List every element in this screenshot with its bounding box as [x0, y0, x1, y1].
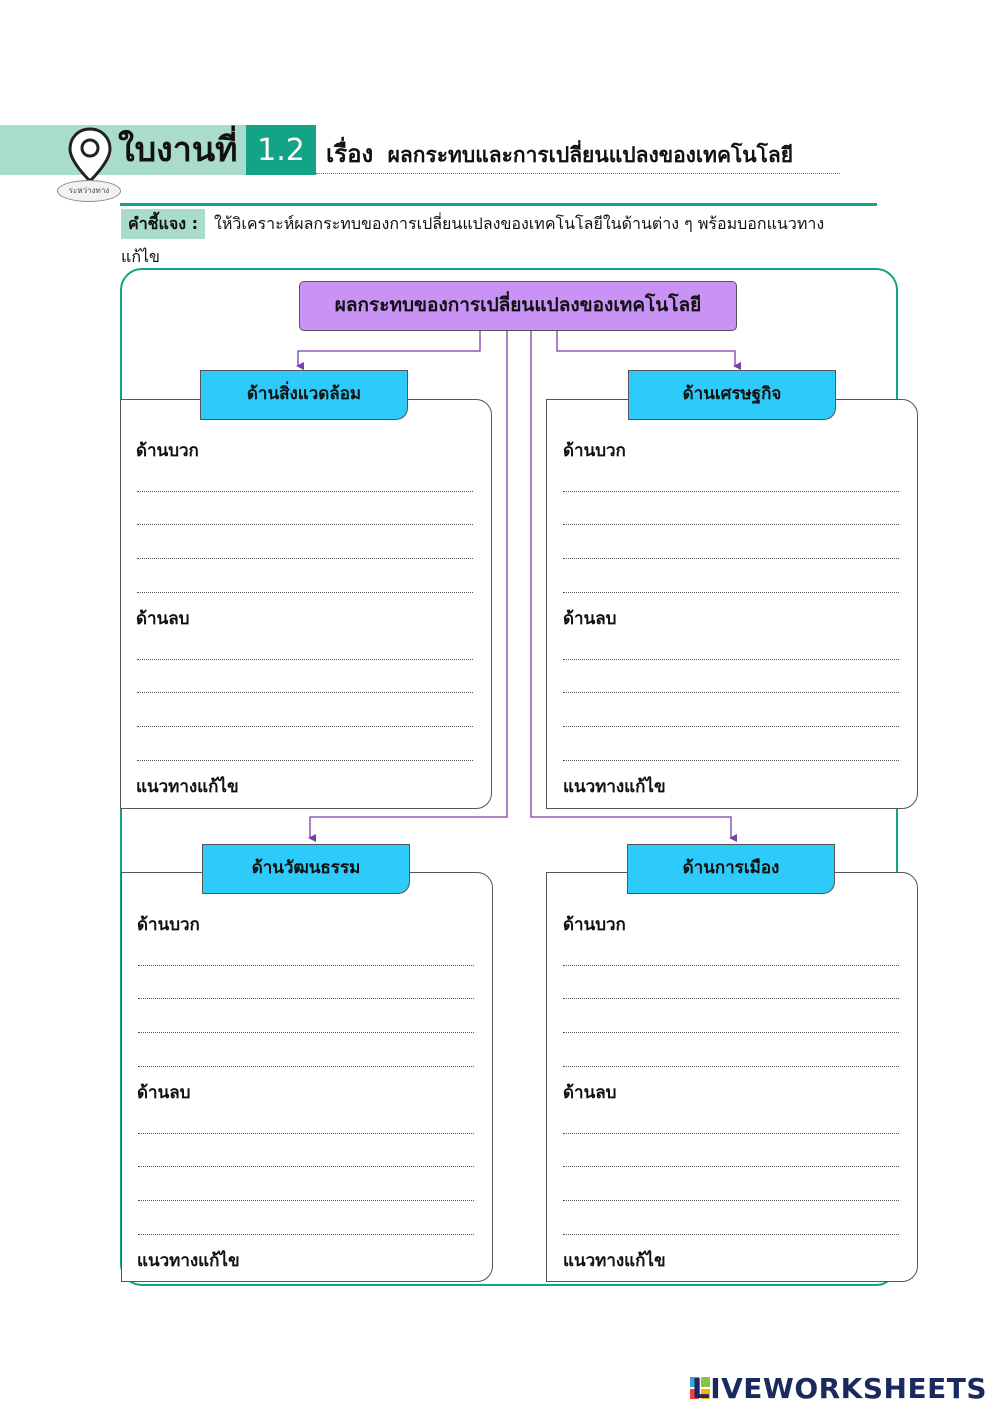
answer-line[interactable] — [563, 491, 899, 492]
answer-line[interactable] — [138, 965, 474, 966]
answer-line[interactable] — [138, 1200, 474, 1201]
instructions-label: คำชี้แจง : — [121, 209, 205, 239]
answer-line[interactable] — [563, 592, 899, 593]
answer-line[interactable] — [137, 726, 473, 727]
negative-label: ด้านลบ — [563, 609, 617, 629]
answer-line[interactable] — [137, 491, 473, 492]
panel-economy-title: ด้านเศรษฐกิจ — [628, 370, 836, 420]
answer-line[interactable] — [137, 692, 473, 693]
progress-badge: ระหว่างทาง — [57, 180, 121, 202]
answer-line[interactable] — [138, 1166, 474, 1167]
answer-line[interactable] — [563, 659, 899, 660]
arrow-economy — [557, 331, 735, 366]
negative-label: ด้านลบ — [137, 1083, 191, 1103]
answer-line[interactable] — [563, 558, 899, 559]
instructions-text: ให้วิเคราะห์ผลกระทบของการเปลี่ยนแปลงของเทคโนโลยีในด้านต่าง ๆ พร้อมบอกแนวทาง — [214, 214, 825, 233]
positive-label: ด้านบวก — [563, 915, 626, 935]
solution-label: แนวทางแก้ไข — [137, 1251, 240, 1271]
watermark-text[interactable]: LIVEWORKSHEETS — [691, 1372, 987, 1405]
answer-line[interactable] — [563, 726, 899, 727]
answer-line[interactable] — [137, 659, 473, 660]
answer-line[interactable] — [138, 1066, 474, 1067]
answer-line[interactable] — [137, 524, 473, 525]
answer-line[interactable] — [137, 592, 473, 593]
panel-culture-title: ด้านวัฒนธรรม — [202, 844, 410, 894]
answer-line[interactable] — [137, 760, 473, 761]
panel-politics-title: ด้านการเมือง — [627, 844, 835, 894]
answer-line[interactable] — [138, 998, 474, 999]
subject-label: เรื่อง — [326, 140, 374, 168]
answer-line[interactable] — [563, 692, 899, 693]
answer-line[interactable] — [563, 1200, 899, 1201]
arrow-environment — [298, 331, 480, 366]
panel-environment-title: ด้านสิ่งแวดล้อม — [200, 370, 408, 420]
answer-line[interactable] — [138, 1234, 474, 1235]
answer-line[interactable] — [563, 524, 899, 525]
answer-line[interactable] — [137, 558, 473, 559]
worksheet-label: ใบงานที่ — [118, 130, 238, 170]
negative-label: ด้านลบ — [563, 1083, 617, 1103]
answer-line[interactable] — [138, 1032, 474, 1033]
solution-label: แนวทางแก้ไข — [563, 777, 666, 797]
answer-line[interactable] — [563, 998, 899, 999]
answer-line[interactable] — [563, 965, 899, 966]
center-title-box: ผลกระทบของการเปลี่ยนแปลงของเทคโนโลยี — [299, 281, 737, 331]
answer-line[interactable] — [563, 1133, 899, 1134]
instructions-text-cont: แก้ไข — [121, 247, 160, 266]
answer-line[interactable] — [563, 1166, 899, 1167]
worksheet-number: 1.2 — [246, 125, 316, 175]
negative-label: ด้านลบ — [136, 609, 190, 629]
answer-line[interactable] — [563, 1032, 899, 1033]
answer-line[interactable] — [563, 1066, 899, 1067]
solution-label: แนวทางแก้ไข — [563, 1251, 666, 1271]
positive-label: ด้านบวก — [137, 915, 200, 935]
answer-line[interactable] — [563, 760, 899, 761]
positive-label: ด้านบวก — [136, 441, 199, 461]
solution-label: แนวทางแก้ไข — [136, 777, 239, 797]
answer-line[interactable] — [138, 1133, 474, 1134]
answer-line[interactable] — [563, 1234, 899, 1235]
subject-text: ผลกระทบและการเปลี่ยนแปลงของเทคโนโลยี — [387, 143, 794, 167]
positive-label: ด้านบวก — [563, 441, 626, 461]
